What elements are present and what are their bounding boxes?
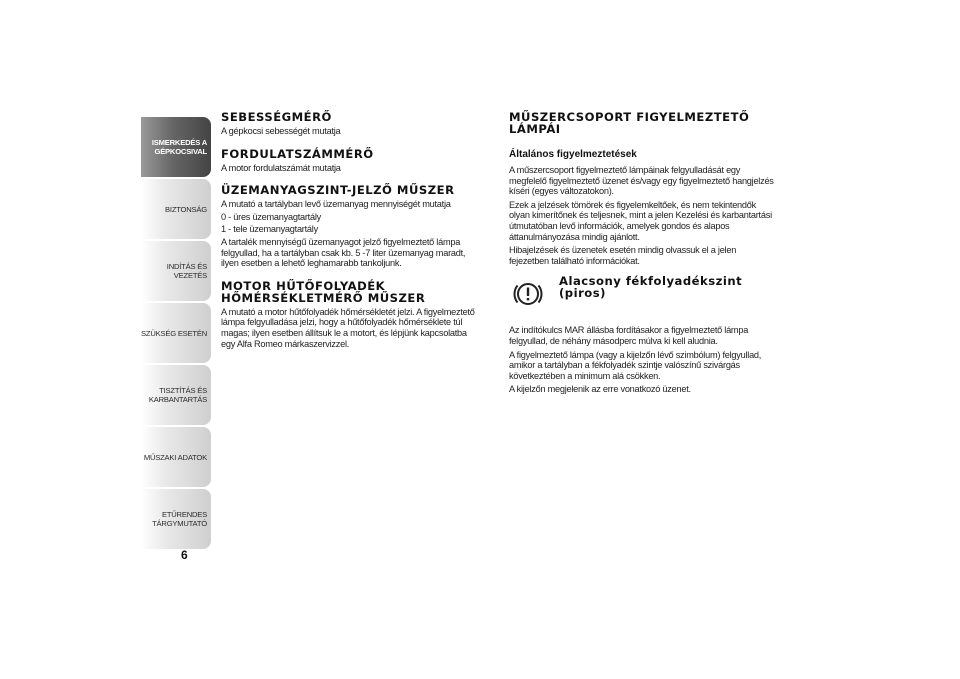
left-column — [221, 111, 479, 349]
brake-fluid-heading — [559, 275, 742, 299]
chapter-sidebar — [141, 117, 211, 547]
sidebar-tab-targymutato[interactable]: ETŰRENDES TÁRGYMUTATÓ — [141, 489, 211, 549]
coolant-heading-line-2: HŐMÉRSÉKLETMÉRŐ MŰSZER — [221, 290, 426, 305]
warning-text-1: A műszercsoport figyelmeztető lámpáinak felgyulladását egy megfelelő figyelmeztető üzenet és/vagy egy figyelmeztető hangjelzés kíséri (egyes változatokon). — [509, 165, 774, 197]
tachometer-heading: FORDULATSZÁMMÉRŐ — [221, 146, 374, 161]
warning-heading-line-2: LÁMPÁI — [509, 122, 561, 136]
brake-heading-line-2: (piros) — [559, 286, 606, 301]
sidebar-tab-tisztitas[interactable]: TISZTÍTÁS ÉS KARBANTARTÁS — [141, 365, 211, 425]
brake-heading-line-1: Alacsony fékfolyadékszint — [559, 274, 743, 289]
sidebar-tab-muszaki[interactable]: MŰSZAKI ADATOK — [141, 427, 211, 487]
warning-heading-line-1: MŰSZERCSOPORT FIGYELMEZTETŐ — [509, 110, 750, 124]
sidebar-tab-szukseg[interactable]: SZÜKSÉG ESETÉN — [141, 303, 211, 363]
warning-lights-heading — [509, 111, 774, 135]
fuel-gauge-text-4: A tartalék mennyiségű üzemanyagot jelző figyelmeztető lámpa felgyullad, ha a tartályban csak kb. 5 -7 liter üzemanyag maradt, ilyen esetben a lehető leghamarabb tankoljunk. — [221, 236, 466, 269]
brake-fluid-section — [509, 275, 774, 321]
tachometer-text: A motor fordulatszámát mutatja — [221, 162, 341, 173]
speedometer-heading: SEBESSÉGMÉRŐ — [221, 110, 332, 124]
brake-text-2: A figyelmeztető lámpa (vagy a kijelzőn lévő szimbólum) felgyullad, amikor a tartályban a fékfolyadék szintje valószínű szivárgás következtében a minimum alá csökken. — [509, 349, 762, 381]
brake-text-3: A kijelzőn megjelenik az erre vonatkozó üzenet. — [509, 384, 691, 395]
fuel-gauge-text-2: 0 - üres üzemanyagtartály — [221, 211, 321, 222]
coolant-heading-line-1: MOTOR HŰTŐFOLYADÉK — [221, 278, 386, 293]
fuel-gauge-text-3: 1 - tele üzemanyagtartály — [221, 224, 318, 235]
warning-text-2: Ezek a jelzések tömörek és figyelemkeltőek, és nem tekintendők olyan kimerítőnek és teljesnek, mint a jelen Kezelési és karbantartási útmutatóban levő információk, amelyek gondos és alapos áttanulmányozása mindig ajánlott. — [509, 199, 772, 242]
warning-text-3: Hibajelzések és üzenetek esetén mindig olvassuk el a jelen fejezetben található információkat. — [509, 245, 737, 266]
coolant-gauge-text: A mutató a motor hűtőfolyadék hőmérsékletét jelzi. A figyelmeztető lámpa felgyulladása jelzi, hogy a hűtőfolyadék hőmérséklete túl magas; ilyen esetben állítsuk le a motort, és lépjünk kapcsolatba egy Alfa Romeo márkaszervizzel. — [221, 306, 475, 349]
page-number: 6 — [181, 548, 188, 562]
right-column — [509, 111, 774, 395]
coolant-gauge-heading — [221, 280, 479, 304]
general-warnings-subheading: Általános figyelmeztetések — [509, 149, 637, 160]
sidebar-tab-ismerkedes[interactable]: ISMERKEDÉS A GÉPKOCSIVAL — [141, 117, 211, 177]
sidebar-tab-inditas[interactable]: INDÍTÁS ÉS VEZETÉS — [141, 241, 211, 301]
fuel-gauge-heading: ÜZEMANYAGSZINT-JELZŐ MŰSZER — [221, 183, 455, 198]
brake-warning-icon — [509, 275, 547, 313]
fuel-gauge-text-1: A mutató a tartályban levő üzemanyag mennyiségét mutatja — [221, 199, 451, 210]
sidebar-tab-biztonsag[interactable]: BIZTONSÁG — [141, 179, 211, 239]
speedometer-text: A gépkocsi sebességét mutatja — [221, 126, 341, 136]
brake-text-1: Az indítókulcs MAR állásba fordításakor a figyelmeztető lámpa felgyullad, de néhány másodperc múlva ki kell aludnia. — [509, 325, 749, 346]
